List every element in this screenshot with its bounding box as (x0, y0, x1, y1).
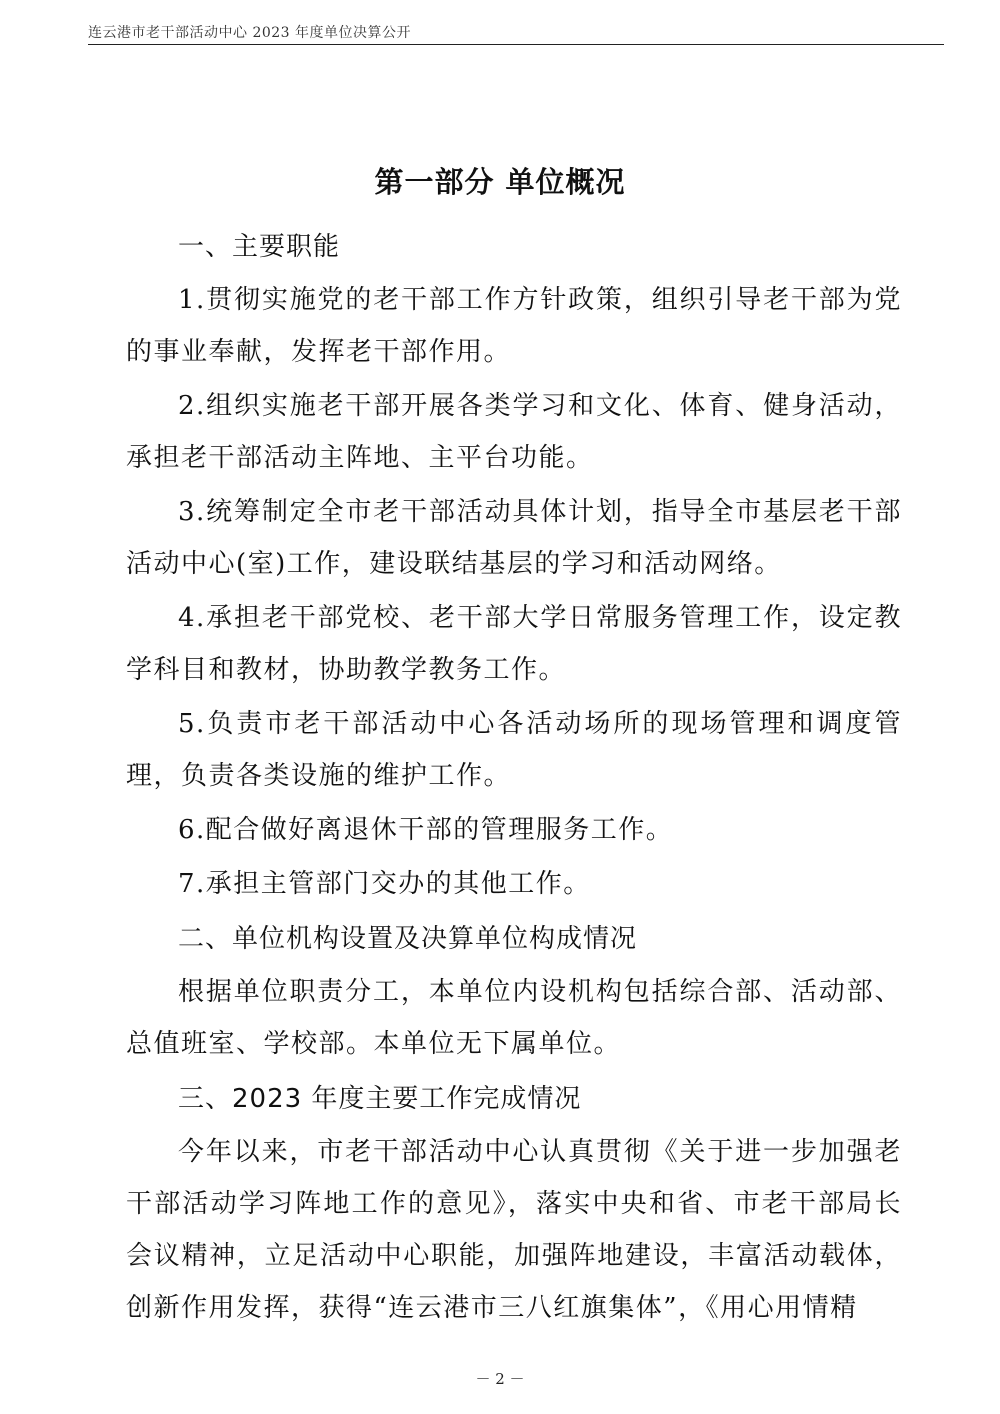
page-header (88, 22, 944, 45)
page-number: － 2 － (475, 1370, 525, 1388)
section-heading: 二、单位机构设置及决算单位构成情况 (178, 924, 638, 954)
section-organization (126, 912, 902, 1070)
paragraph: 5.负责市老干部活动中心各活动场所的现场管理和调度管理，负责各类设施的维护工作。 (126, 709, 902, 791)
section-work-summary (126, 1072, 902, 1334)
paragraph: 3.统筹制定全市老干部活动具体计划，指导全市基层老干部活动中心(室)工作，建设联结基层的学习和活动网络。 (126, 497, 902, 579)
paragraph: 今年以来，市老干部活动中心认真贯彻《关于进一步加强老干部活动学习阵地工作的意见》，落实中央和省、市老干部局长会议精神，立足活动中心职能，加强阵地建设，丰富活动载体，创新作用发挥，获得“连云港市三八红旗集体”，《用心用情精 (126, 1137, 902, 1323)
header-text: 连云港市老干部活动中心 2023 年度单位决算公开 (88, 25, 412, 41)
section-heading: 一、主要职能 (178, 232, 341, 262)
paragraph: 6.配合做好离退休干部的管理服务工作。 (178, 815, 674, 845)
paragraph: 1.贯彻实施党的老干部工作方针政策，组织引导老干部为党的事业奉献，发挥老干部作用。 (126, 285, 902, 367)
section-heading: 三、2023 年度主要工作完成情况 (178, 1084, 582, 1114)
paragraph: 根据单位职责分工，本单位内设机构包括综合部、活动部、总值班室、学校部。本单位无下属单位。 (126, 977, 902, 1059)
section-main-functions (126, 220, 902, 910)
document-body (126, 220, 902, 1336)
paragraph: 7.承担主管部门交办的其他工作。 (178, 869, 591, 899)
paragraph: 2.组织实施老干部开展各类学习和文化、体育、健身活动，承担老干部活动主阵地、主平台功能。 (126, 391, 902, 473)
paragraph: 4.承担老干部党校、老干部大学日常服务管理工作，设定教学科目和教材，协助教学教务工作。 (126, 603, 902, 685)
page-title: 第一部分 单位概况 (374, 165, 626, 199)
